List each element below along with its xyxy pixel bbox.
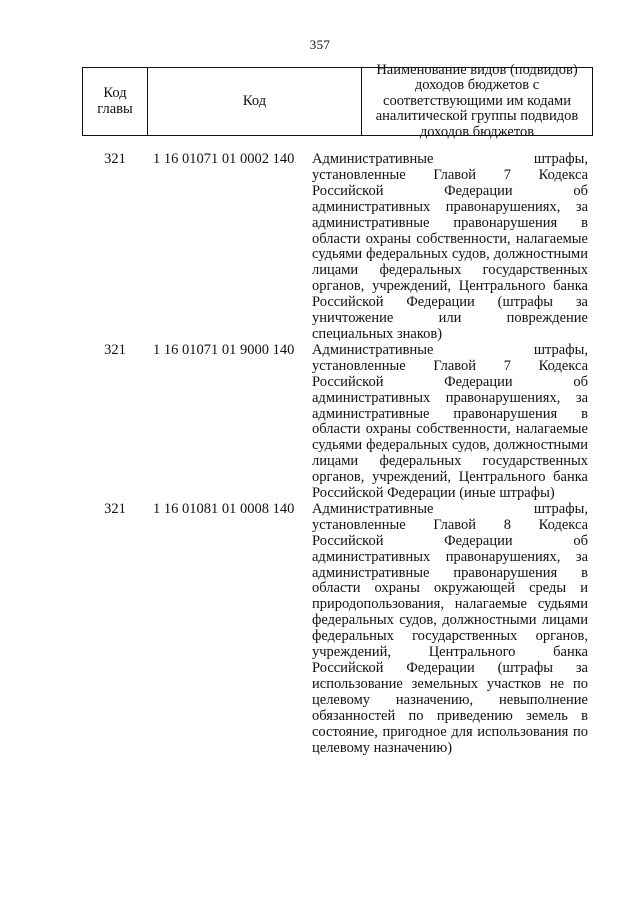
- table-header: [82, 61, 593, 140]
- row-revenue-code: 1 16 01071 01 0002 140: [153, 151, 295, 167]
- header-chapter-code-label: Код главы: [97, 85, 133, 117]
- row-revenue-code: 1 16 01071 01 9000 140: [153, 341, 295, 358]
- row-description: Административные штрафы, установленные Главой 7 Кодекса Российской Федерации об административных правонарушениях, за административные правонарушения в области охраны собственности, налагаемые судьями федеральных судов, должностными лицами федеральных государственных органов, учреждений, Центрального банка Российской Федерации (штрафы за уничтожение или повреждение специальных знаков): [312, 151, 588, 342]
- header-name-label: Наименование видов (подвидов) доходов бюджетов с соответствующими им кодами аналитической группы подвидов доходов бюджетов: [375, 61, 579, 140]
- row-chapter-code: 321: [104, 341, 126, 358]
- header-code-label: Код: [242, 92, 267, 109]
- row-description: Административные штрафы, установленные Главой 7 Кодекса Российской Федерации об административных правонарушениях, за административные правонарушения в области охраны собственности, налагаемые судьями федеральных судов, должностными лицами федеральных государственных органов, учреждений, Центрального банка Российской Федерации (иные штрафы): [312, 341, 588, 502]
- table-row: [0, 502, 640, 757]
- row-revenue-code: 1 16 01081 01 0008 140: [153, 500, 295, 517]
- row-chapter-code: 321: [104, 151, 126, 167]
- table-row: [0, 152, 640, 343]
- header-code: [148, 68, 362, 135]
- page-number: 357: [309, 37, 331, 52]
- row-description: Административные штрафы, установленные Главой 8 Кодекса Российской Федерации об административных правонарушениях, за административные правонарушения в области охраны окружающей среды и природопользования, налагаемые судьями федеральных судов, должностными лицами федеральных государственных органов, учреждений, Центрального банка Российской Федерации (штрафы за использование земельных участков не по целевому назначению, невыполнение обязанностей по приведению земель в состояние, пригодное для использования по целевому назначению): [312, 500, 588, 756]
- table-body: [0, 152, 640, 756]
- header-chapter-code: [83, 68, 148, 135]
- table-row: [0, 343, 640, 502]
- header-name: [362, 61, 592, 140]
- row-chapter-code: 321: [104, 500, 126, 517]
